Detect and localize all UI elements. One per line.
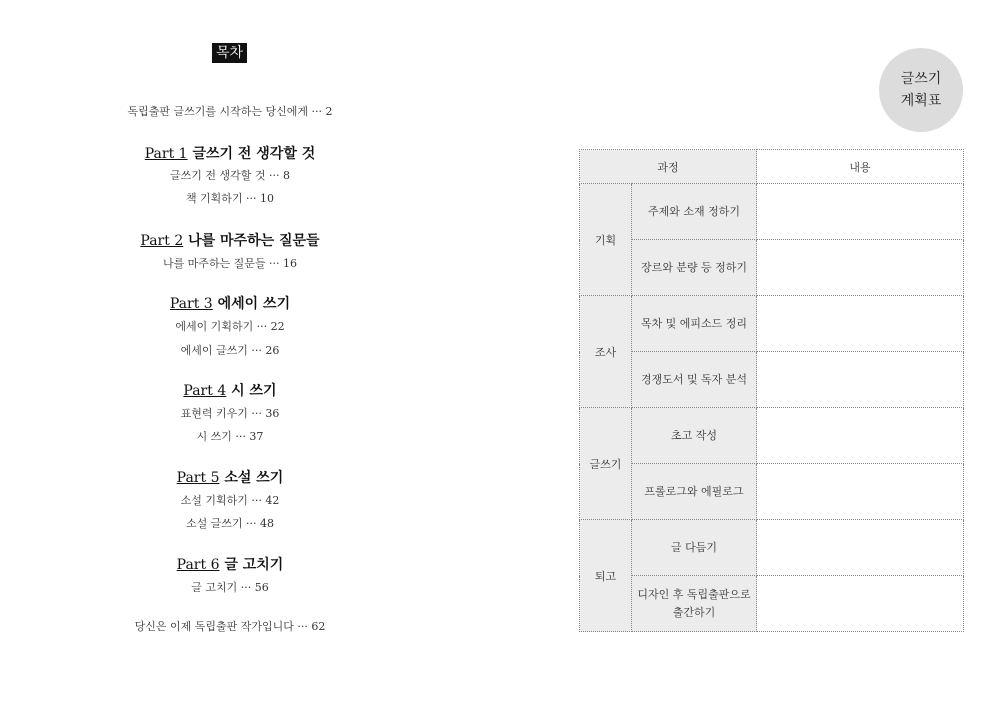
part-label: Part 5	[176, 470, 220, 486]
plan-badge: 글쓰기 계획표	[879, 48, 963, 132]
table-row	[580, 240, 964, 296]
task-cell: 프롤로그와 에필로그	[632, 464, 757, 520]
content-cell[interactable]	[757, 184, 964, 240]
part-title: 글쓰기 전 생각할 것	[192, 146, 316, 162]
table-row	[580, 296, 964, 352]
toc-title: 목차	[212, 43, 247, 63]
content-cell[interactable]	[757, 240, 964, 296]
toc-item: 글 고치기 ··· 56	[191, 581, 269, 594]
table-row	[580, 520, 964, 576]
toc-item: 소설 기획하기 ··· 42	[180, 494, 280, 507]
task-cell: 장르와 분량 등 정하기	[632, 240, 757, 296]
part-title: 소설 쓰기	[224, 470, 284, 486]
category-cell: 조사	[580, 296, 632, 408]
part-heading	[0, 293, 460, 313]
table-header-row	[580, 150, 964, 184]
toc-item: 시 쓰기 ··· 37	[196, 430, 264, 443]
table-row	[580, 408, 964, 464]
table-row	[580, 184, 964, 240]
part-title: 시 쓰기	[231, 383, 277, 399]
writing-plan-table	[579, 149, 964, 632]
content-cell[interactable]	[757, 352, 964, 408]
content-cell[interactable]	[757, 576, 964, 632]
part-label: Part 6	[176, 557, 220, 573]
table-row	[580, 576, 964, 632]
toc-item: 글쓰기 전 생각할 것 ··· 8	[170, 169, 290, 182]
content-cell[interactable]	[757, 408, 964, 464]
toc-item: 소설 글쓰기 ··· 48	[185, 517, 275, 530]
part-title: 에세이 쓰기	[217, 296, 291, 312]
part-title: 글 고치기	[224, 557, 284, 573]
toc-item: 에세이 기획하기 ··· 22	[175, 320, 285, 333]
table-of-contents	[0, 0, 460, 710]
table-row	[580, 464, 964, 520]
toc-outro: 당신은 이제 독립출판 작가입니다 ··· 62	[134, 620, 326, 633]
part-label: Part 1	[144, 146, 188, 162]
category-cell: 글쓰기	[580, 408, 632, 520]
task-cell: 주제와 소재 정하기	[632, 184, 757, 240]
content-cell[interactable]	[757, 464, 964, 520]
task-cell: 초고 작성	[632, 408, 757, 464]
part-heading	[0, 467, 460, 487]
table-row	[580, 352, 964, 408]
toc-item: 나를 마주하는 질문들 ··· 16	[162, 257, 298, 270]
toc-item: 에세이 글쓰기 ··· 26	[180, 344, 280, 357]
task-cell: 목차 및 에피소드 정리	[632, 296, 757, 352]
task-cell: 디자인 후 독립출판으로 출간하기	[632, 576, 757, 632]
toc-item: 책 기획하기 ··· 10	[185, 192, 275, 205]
task-cell: 경쟁도서 및 독자 분석	[632, 352, 757, 408]
content-cell[interactable]	[757, 520, 964, 576]
toc-intro: 독립출판 글쓰기를 시작하는 당신에게 ··· 2	[127, 105, 333, 118]
part-heading	[0, 554, 460, 574]
content-cell[interactable]	[757, 296, 964, 352]
category-cell: 퇴고	[580, 520, 632, 632]
task-cell: 글 다듬기	[632, 520, 757, 576]
part-heading	[0, 230, 460, 250]
header-process: 과정	[580, 150, 757, 184]
toc-item: 표현력 키우기 ··· 36	[180, 407, 280, 420]
part-label: Part 3	[169, 296, 213, 312]
category-cell: 기획	[580, 184, 632, 296]
part-title: 나를 마주하는 질문들	[188, 233, 320, 249]
part-label: Part 4	[183, 383, 227, 399]
part-heading	[0, 380, 460, 400]
header-content: 내용	[757, 150, 964, 184]
part-heading	[0, 143, 460, 163]
part-label: Part 2	[140, 233, 184, 249]
